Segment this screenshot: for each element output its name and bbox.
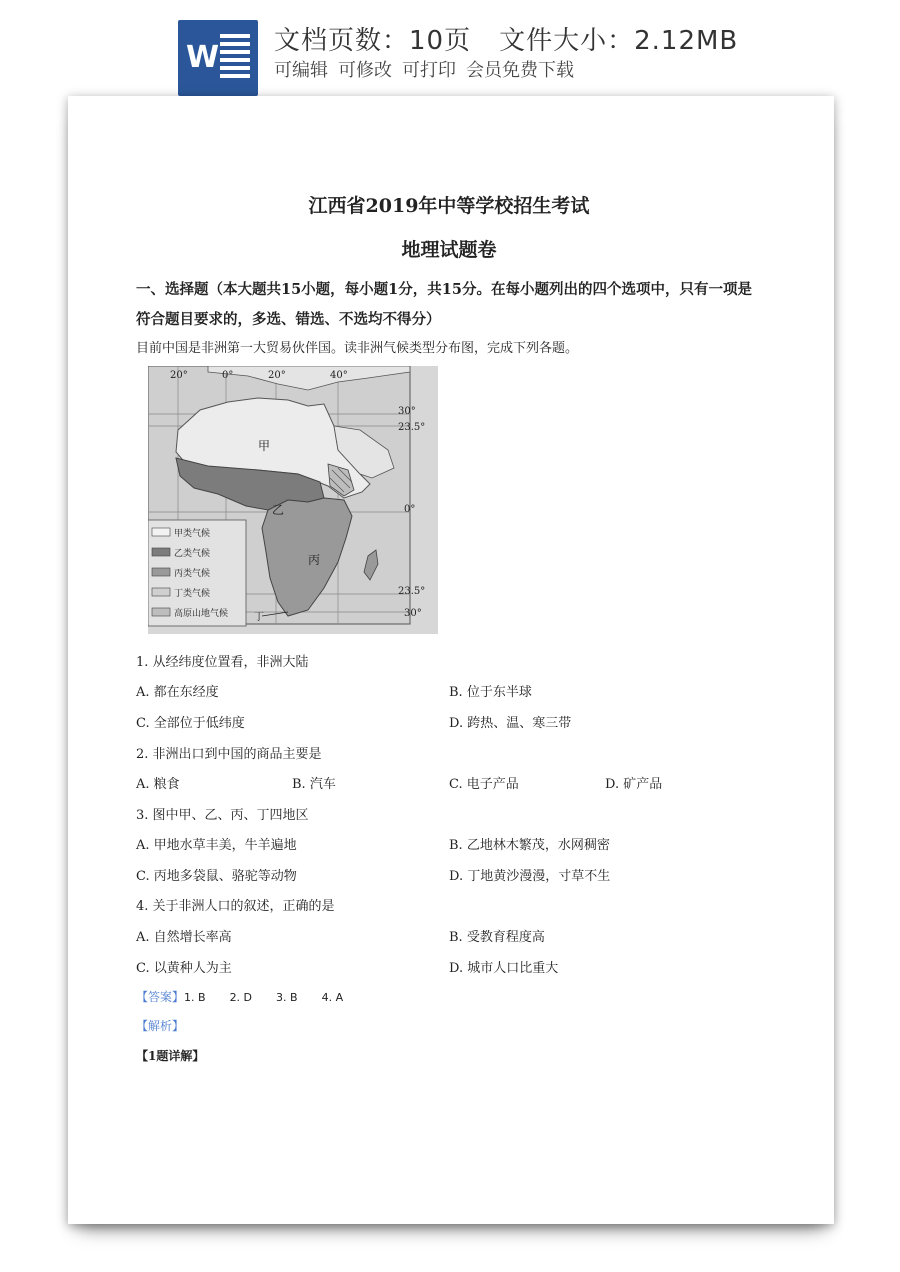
option-a: A. 自然增长率高 (136, 930, 232, 945)
answer-item: 1. B (184, 991, 206, 1004)
option-a: A. 粮食 (136, 777, 180, 792)
legend-item: 丁类气候 (174, 589, 211, 599)
region-ding-label: 丁 (254, 612, 264, 623)
option-c: C. 全部位于低纬度 (136, 716, 245, 731)
option-d: D. 矿产品 (605, 777, 663, 792)
question-stem: 2. 非洲出口到中国的商品主要是 (136, 747, 322, 762)
map-lon-label: 20° (268, 370, 286, 381)
map-lat-label: 0° (404, 504, 416, 515)
download-banner (0, 0, 900, 96)
legend-item: 丙类气候 (174, 569, 211, 579)
analysis-tag: 【解析】 (136, 1019, 185, 1033)
action-modifiable: 可修改 (338, 60, 392, 81)
option-c: C. 丙地多袋鼠、骆驼等动物 (136, 869, 297, 884)
map-lon-label: 0° (222, 370, 234, 381)
option-c: C. 以黄种人为主 (136, 961, 232, 976)
intro-text: 目前中国是非洲第一大贸易伙伴国。读非洲气候类型分布图，完成下列各题。 (136, 341, 579, 356)
region-bing-label: 丙 (308, 553, 321, 567)
africa-climate-map (148, 366, 438, 634)
option-a: A. 都在东经度 (136, 685, 219, 700)
map-lat-label: 30° (398, 406, 416, 417)
question-3 (136, 804, 309, 823)
option-b: B. 位于东半球 (449, 685, 532, 700)
option-b: B. 受教育程度高 (449, 930, 545, 945)
option-c: C. 电子产品 (449, 777, 519, 792)
question-1 (136, 651, 309, 670)
legend-item: 高原山地气候 (174, 609, 229, 619)
region-yi-label: 乙 (272, 503, 285, 517)
section-heading: 一、选择题（本大题共15小题，每小题1分，共15分。在每小题列出的四个选项中，只有一项是符合题目要求的，多选、错选、不选均不得分） (136, 281, 752, 328)
question-stem: 4. 关于非洲人口的叙述，正确的是 (136, 899, 335, 914)
file-actions (274, 56, 574, 82)
map-lat-label: 23.5° (398, 422, 426, 433)
answer-tag: 【答案】 (136, 990, 185, 1004)
question-4 (136, 895, 335, 914)
map-lat-label: 23.5° (398, 586, 426, 597)
answer-item: 4. A (321, 991, 344, 1004)
action-printable: 可打印 (402, 60, 456, 81)
option-b: B. 汽车 (292, 777, 336, 792)
region-jia-label: 甲 (258, 439, 271, 453)
question-2 (136, 743, 322, 762)
option-b: B. 乙地林木繁茂，水网稠密 (449, 838, 610, 853)
detail-heading: 【1题详解】 (136, 1049, 205, 1063)
exam-subtitle: 地理试题卷 (401, 239, 497, 261)
map-lon-label: 20° (170, 370, 188, 381)
file-meta (274, 20, 738, 57)
document-page (68, 96, 834, 1224)
file-size: 文件大小：2.12MB (499, 26, 739, 56)
legend-item: 甲类气候 (174, 529, 211, 539)
answer-line (136, 988, 343, 1005)
action-member-download: 会员免费下载 (466, 60, 574, 81)
legend-item: 乙类气候 (174, 549, 211, 559)
question-stem: 1. 从经纬度位置看，非洲大陆 (136, 655, 309, 670)
option-d: D. 丁地黄沙漫漫，寸草不生 (449, 869, 611, 884)
page-count: 文档页数：10页 (274, 26, 472, 56)
option-d: D. 城市人口比重大 (449, 961, 559, 976)
exam-title: 江西省2019年中等学校招生考试 (308, 195, 590, 217)
answer-item: 2. D (229, 991, 253, 1004)
option-d: D. 跨热、温、寒三带 (449, 716, 572, 731)
map-lon-label: 40° (330, 370, 348, 381)
word-doc-icon: W (178, 20, 258, 96)
action-editable: 可编辑 (274, 60, 328, 81)
option-a: A. 甲地水草丰美，牛羊遍地 (136, 838, 297, 853)
question-stem: 3. 图中甲、乙、丙、丁四地区 (136, 808, 309, 823)
map-lat-label: 30° (404, 608, 422, 619)
answer-item: 3. B (276, 991, 298, 1004)
